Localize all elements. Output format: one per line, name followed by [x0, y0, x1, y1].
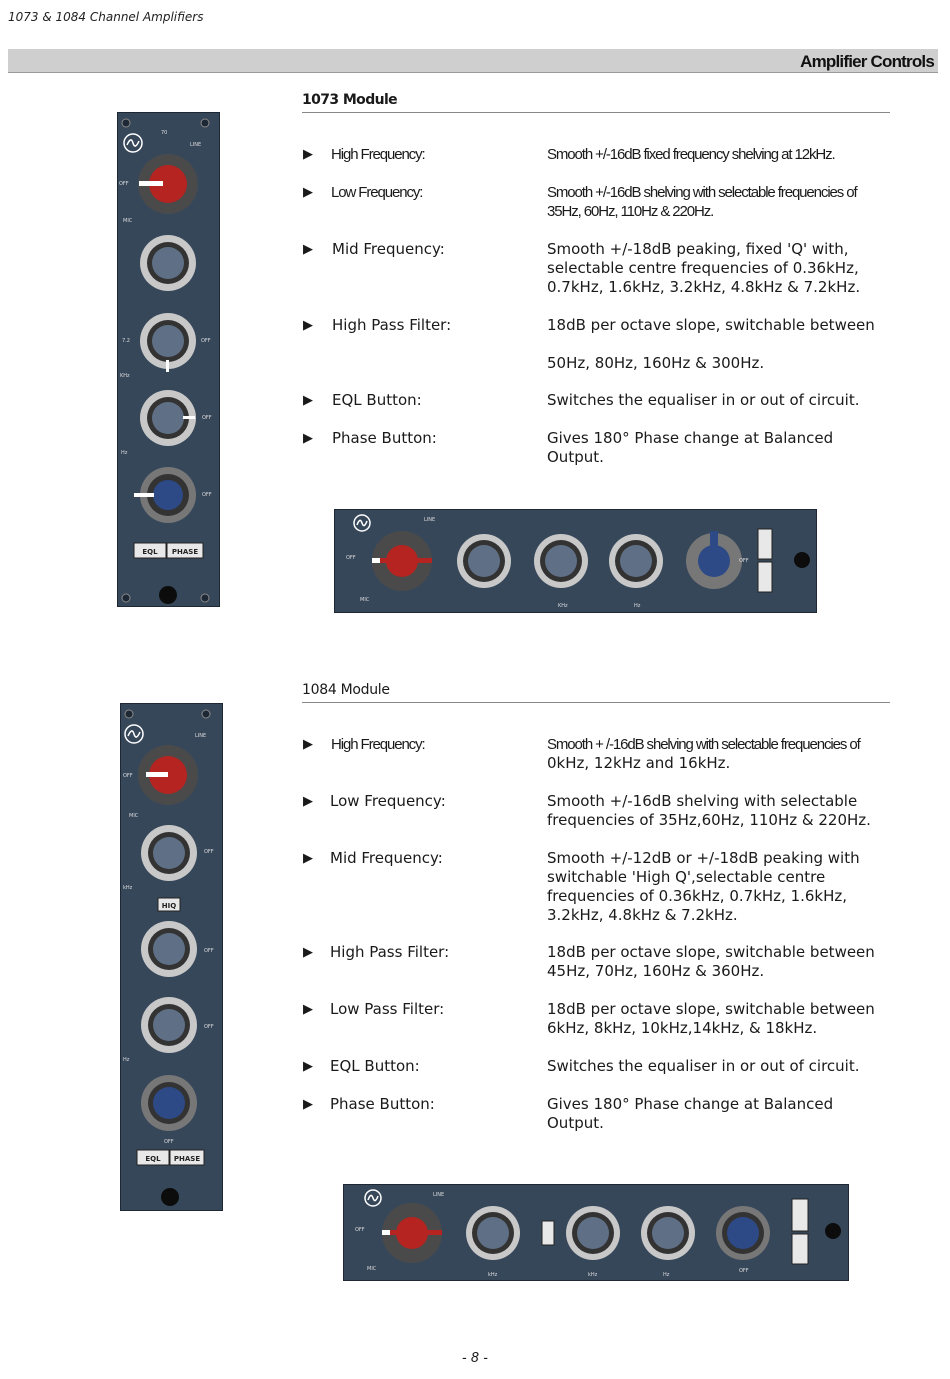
mic-line-gain-knob[interactable]: [138, 745, 198, 805]
spec-label: Phase Button:: [330, 1095, 435, 1113]
spec-desc: Smooth +/-16dB shelving with selectable frequencies of 35Hz,60Hz, 110Hz & 220Hz.: [547, 792, 871, 829]
filter-knob[interactable]: [141, 1075, 197, 1131]
spec-label: EQL Button:: [332, 391, 422, 409]
off-label: OFF: [202, 492, 212, 498]
line-label: LINE: [195, 733, 207, 739]
eql-label: EQL: [145, 1155, 161, 1163]
hz-label: Hz: [123, 1057, 130, 1063]
spec-desc-continued: 50Hz, 80Hz, 160Hz & 300Hz.: [547, 354, 765, 372]
off-label: OFF: [123, 773, 133, 779]
phase-button[interactable]: [758, 529, 772, 559]
off-label: OFF: [346, 555, 356, 561]
bullet-arrow-icon: ▶: [303, 431, 313, 446]
hz-label: Hz: [663, 1272, 670, 1278]
low-frequency-knob[interactable]: [141, 997, 197, 1053]
module-1073-heading: [302, 92, 890, 113]
scale-label: 70: [161, 130, 168, 136]
spec-label: EQL Button:: [330, 1057, 420, 1075]
spec-label: Low Pass Filter:: [330, 1000, 445, 1018]
low-frequency-knob[interactable]: [609, 534, 663, 588]
high-frequency-knob[interactable]: [466, 1206, 520, 1260]
bullet-arrow-icon: ▶: [303, 737, 313, 752]
spec-desc: Smooth +/-16dB fixed frequency shelving at 12kHz.: [547, 146, 835, 163]
spec-desc: Switches the equaliser in or out of circuit.: [547, 1057, 860, 1075]
line-label: LINE: [424, 517, 436, 523]
spec-label: High Pass Filter:: [332, 316, 452, 334]
high-frequency-knob[interactable]: [140, 235, 196, 291]
spec-label: Low Frequency:: [330, 792, 446, 810]
spec-desc: Switches the equaliser in or out of circuit.: [547, 391, 860, 409]
module-1084-horizontal-panel: [343, 1184, 849, 1281]
spec-desc: Gives 180° Phase change at Balanced Output.: [547, 429, 834, 466]
khz-label: KHz: [120, 373, 130, 379]
eql-label: EQL: [142, 548, 158, 556]
off-label: OFF: [201, 338, 211, 344]
off-label: OFF: [355, 1227, 365, 1233]
phase-label: PHASE: [171, 548, 199, 556]
off-label: OFF: [204, 1024, 214, 1030]
spec-desc: Smooth +/-16dB shelving with selectable frequencies of 35Hz, 60Hz, 110Hz & 220Hz.: [547, 184, 857, 220]
filter-knob[interactable]: [716, 1206, 770, 1260]
line-label: LINE: [190, 142, 202, 148]
khz-label: kHz: [488, 1272, 498, 1278]
spec-label: Mid Frequency:: [330, 849, 443, 867]
mount-hole: [794, 552, 810, 568]
mid-frequency-knob[interactable]: [566, 1206, 620, 1260]
spec-desc: 18dB per octave slope, switchable between 6kHz, 8kHz, 10kHz,14kHz, & 18kHz.: [547, 1000, 875, 1037]
mic-line-gain-knob[interactable]: [382, 1203, 442, 1263]
low-frequency-knob[interactable]: [140, 390, 196, 446]
mount-hole: [825, 1223, 841, 1239]
off-label: OFF: [739, 558, 749, 564]
bullet-arrow-icon: ▶: [303, 242, 313, 257]
section-banner: [8, 49, 938, 73]
bullet-arrow-icon: ▶: [303, 851, 313, 866]
off-label: OFF: [739, 1268, 749, 1274]
phase-label: PHASE: [173, 1155, 201, 1163]
eql-button[interactable]: [137, 1150, 169, 1165]
spec-label: High Frequency:: [331, 146, 425, 163]
eql-button[interactable]: [792, 1234, 808, 1264]
phase-button[interactable]: [170, 1150, 204, 1165]
bullet-arrow-icon: ▶: [303, 1097, 313, 1112]
mic-label: MIC: [123, 218, 133, 224]
spec-desc-continued: 0kHz, 12kHz and 16kHz.: [547, 754, 731, 772]
spec-label: High Pass Filter:: [330, 943, 450, 961]
mid-frequency-knob[interactable]: [141, 921, 197, 977]
off-label: OFF: [164, 1139, 174, 1145]
hz-label: Hz: [634, 603, 641, 609]
off-label: OFF: [202, 415, 212, 421]
mic-label: MIC: [129, 813, 139, 819]
spec-label: High Frequency:: [331, 736, 425, 753]
spec-desc: Smooth +/-18dB peaking, fixed 'Q' with, selectable centre frequencies of 0.36kHz, 0.7kHz, 1.6kHz, 3.2kHz, 4.8kHz & 7.2kHz.: [547, 240, 861, 296]
bullet-arrow-icon: ▶: [303, 945, 313, 960]
mic-line-gain-knob[interactable]: [138, 154, 198, 214]
off-label: OFF: [204, 948, 214, 954]
high-frequency-knob[interactable]: [457, 534, 511, 588]
eql-button[interactable]: [134, 543, 166, 558]
spec-desc: Smooth + /-16dB shelving with selectable frequencies of: [547, 736, 860, 753]
module-heading-text: 1084 Module: [302, 682, 390, 698]
module-1084-vertical-panel: [120, 703, 223, 1211]
bullet-arrow-icon: ▶: [303, 185, 313, 200]
page-number: - 8 -: [462, 1351, 488, 1366]
bullet-arrow-icon: ▶: [303, 318, 313, 333]
bullet-arrow-icon: ▶: [303, 393, 313, 408]
spec-desc: 18dB per octave slope, switchable between: [547, 316, 875, 334]
module-1073-vertical-panel: [117, 112, 220, 607]
mount-hole: [159, 586, 177, 604]
spec-desc: 18dB per octave slope, switchable between 45Hz, 70Hz, 160Hz & 360Hz.: [547, 943, 875, 980]
mic-label: MIC: [360, 597, 370, 603]
bullet-arrow-icon: ▶: [303, 1059, 313, 1074]
module-1073-horizontal-panel: [334, 509, 817, 613]
bullet-arrow-icon: ▶: [303, 794, 313, 809]
spec-label: Low Frequency:: [331, 184, 423, 201]
bullet-arrow-icon: ▶: [303, 1002, 313, 1017]
spec-desc: Smooth +/-12dB or +/-18dB peaking with switchable 'High Q',selectable centre frequencies of 0.36kHz, 0.7kHz, 1.6kHz, 3.2kHz, 4.8kHz & 7.2kHz.: [547, 849, 860, 924]
hz-label: Hz: [121, 450, 128, 456]
low-frequency-knob[interactable]: [641, 1206, 695, 1260]
line-label: LINE: [433, 1192, 445, 1198]
module-1084-heading: [302, 682, 890, 703]
spec-label: Mid Frequency:: [332, 240, 445, 258]
mount-hole: [161, 1188, 179, 1206]
spec-desc: Gives 180° Phase change at Balanced Output.: [547, 1095, 834, 1132]
scale-label: 7.2: [122, 338, 130, 344]
eql-button[interactable]: [758, 562, 772, 592]
mid-frequency-knob[interactable]: [534, 534, 588, 588]
bullet-arrow-icon: ▶: [303, 147, 313, 162]
khz-label: kHz: [588, 1272, 598, 1278]
hiq-button[interactable]: [542, 1221, 554, 1245]
hiq-button[interactable]: [158, 898, 180, 911]
mic-label: MIC: [367, 1266, 377, 1272]
spec-label: Phase Button:: [332, 429, 437, 447]
module-heading-text: 1073 Module: [302, 92, 398, 108]
off-label: OFF: [204, 849, 214, 855]
phase-button[interactable]: [167, 543, 203, 558]
section-title: Amplifier Controls: [800, 52, 934, 71]
high-frequency-knob[interactable]: [141, 825, 197, 881]
running-title: 1073 & 1084 Channel Amplifiers: [8, 10, 204, 24]
mic-line-gain-knob[interactable]: [372, 531, 432, 591]
khz-label: KHz: [558, 603, 568, 609]
off-label: OFF: [119, 181, 129, 187]
hiq-label: HIQ: [161, 902, 177, 910]
phase-button[interactable]: [792, 1199, 808, 1231]
khz-label: kHz: [123, 885, 133, 891]
